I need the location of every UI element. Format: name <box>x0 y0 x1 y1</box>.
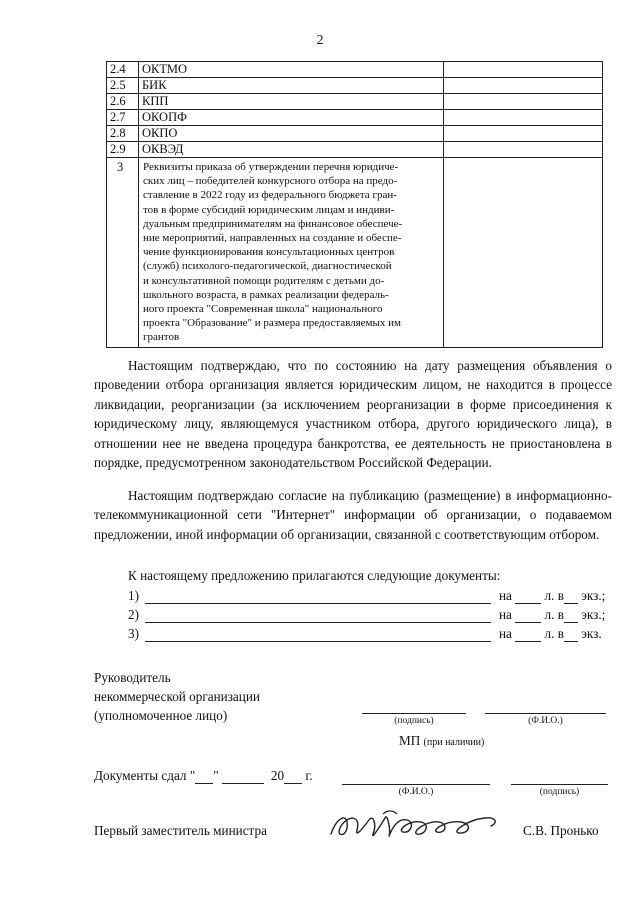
docs-fio-line <box>342 784 490 785</box>
row-number: 2.4 <box>107 62 139 78</box>
attachment-number: 2) <box>128 607 139 622</box>
docs-signature-line <box>511 784 608 785</box>
row-name: БИК <box>139 78 444 94</box>
value-cell <box>444 142 603 158</box>
value-cell <box>444 62 603 78</box>
na-label: на <box>499 626 512 641</box>
row-name: ОКВЭД <box>139 142 444 158</box>
decree-text-line: Реквизиты приказа об утверждении перечня юридиче- <box>143 161 399 173</box>
requisites-table <box>106 61 603 348</box>
attachments-intro: К настоящему предложению прилагаются следующие документы: <box>128 568 501 583</box>
docs-year: 20 <box>270 768 285 783</box>
attachment-number: 1) <box>128 588 139 603</box>
attachment-item <box>128 626 612 646</box>
decree-text-line: ставление в 2022 году из федерального бюджета гран- <box>143 189 397 202</box>
confirmation-paragraph: Настоящим подтверждаю, что по состоянию на дату размещения объявления о проведении отбора организация является юридическим лицом, не находится в процессе ликвидации, реорганизации (за исключением реорганизации в форме присоединения к юридическому лицу, являющемуся участником отбора, другого юридического лица), в отношении нее не введена процедура банкротства, ее деятельность не приостановлена в порядке, предусмотренном законодательством Российской Федерации. <box>94 358 612 471</box>
mp-note: (при наличии) <box>423 737 485 748</box>
decree-text-line: чение функционирования консультационных центров <box>143 246 395 259</box>
head-fio-caption: (Ф.И.О.) <box>528 716 563 726</box>
head-title-line3: (уполномоченное лицо) <box>94 708 228 723</box>
value-cell <box>444 110 603 126</box>
attachment-pages <box>499 588 605 604</box>
decree-text-line: ских лиц – победителей конкурсного отбора на предо- <box>143 175 398 188</box>
decree-text-line: (служб) психолого-педагогической, диагностической <box>143 260 392 273</box>
docs-quote: " <box>213 768 219 783</box>
head-signatory-block <box>94 668 260 725</box>
decree-text-line: школьного возраста, в рамках реализации федераль- <box>143 288 389 301</box>
row-number: 3 <box>107 158 139 348</box>
year-blank[interactable] <box>284 769 302 784</box>
seal-placeholder <box>399 733 484 749</box>
copies-blank[interactable] <box>564 627 578 642</box>
decree-text-line: дуальным предпринимателям на финансовое обеспече- <box>143 217 403 230</box>
head-title-line2: некоммерческой организации <box>94 689 260 704</box>
table-row <box>107 110 603 126</box>
copies-label: экз.; <box>581 588 606 603</box>
minister-title: Первый заместитель министра <box>94 823 267 838</box>
docs-prefix: Документы сдал " <box>94 768 196 783</box>
row-number: 2.7 <box>107 110 139 126</box>
minister-name: С.В. Пронько <box>523 823 599 838</box>
row-name: ОКТМО <box>139 62 444 78</box>
na-label: на <box>499 607 512 622</box>
sheets-label: л. в <box>544 607 564 622</box>
decree-text-line: проекта "Образование" и размера предоставляемых им <box>143 317 402 330</box>
table-row <box>107 62 603 78</box>
table-row <box>107 142 603 158</box>
decree-text-line: тов в форме субсидий юридическим лицам и индиви- <box>143 203 395 216</box>
pages-blank[interactable] <box>515 589 541 604</box>
decree-text-line: ние мероприятий, направленных на создание и обеспе- <box>143 232 402 245</box>
head-title-line1: Руководитель <box>94 670 171 685</box>
attachment-item <box>128 588 612 608</box>
attachment-item <box>128 607 612 627</box>
copies-blank[interactable] <box>564 608 578 623</box>
copies-label: экз.; <box>581 607 606 622</box>
day-blank[interactable] <box>195 769 213 784</box>
consent-paragraph: Настоящим подтверждаю согласие на публикацию (размещение) в информационно-телекоммуникационной сети "Интернет" информации об организации, о подаваемом предложении, иной информации об организации, связанной с соответствующим отбором. <box>94 488 612 542</box>
docs-suffix: г. <box>305 768 313 783</box>
value-cell <box>444 78 603 94</box>
row-number: 2.5 <box>107 78 139 94</box>
attachment-name-blank[interactable] <box>145 603 491 604</box>
page-number: 2 <box>316 33 324 48</box>
docs-sign-caption: (подпись) <box>539 787 580 797</box>
decree-text-line: грантов <box>143 331 180 344</box>
pages-blank[interactable] <box>515 608 541 623</box>
mp-label: МП <box>399 733 421 748</box>
head-sign-caption: (подпись) <box>394 716 434 726</box>
value-cell <box>444 94 603 110</box>
attachment-name-blank[interactable] <box>145 622 491 623</box>
decree-text-line: и консультативной помощи родителям с детьми до- <box>143 274 385 287</box>
decree-text-line: ного проекта "Современная школа" национального <box>143 303 383 316</box>
decree-requisites-text <box>139 158 444 348</box>
copies-blank[interactable] <box>564 589 578 604</box>
sheets-label: л. в <box>544 626 564 641</box>
value-cell <box>444 158 603 348</box>
row-number: 2.6 <box>107 94 139 110</box>
head-fio-line <box>485 713 606 714</box>
attachment-pages <box>499 607 605 623</box>
table-row-decree <box>107 158 603 348</box>
row-number: 2.9 <box>107 142 139 158</box>
value-cell <box>444 126 603 142</box>
pages-blank[interactable] <box>515 627 541 642</box>
copies-label: экз. <box>581 626 602 641</box>
sheets-label: л. в <box>544 588 564 603</box>
month-blank[interactable] <box>222 769 264 784</box>
handwritten-signature <box>327 806 503 844</box>
docs-fio-caption: (Ф.И.О.) <box>398 787 434 797</box>
row-name: ОКПО <box>139 126 444 142</box>
table-row <box>107 94 603 110</box>
table-row <box>107 126 603 142</box>
attachment-name-blank[interactable] <box>145 641 491 642</box>
row-number: 2.8 <box>107 126 139 142</box>
attachment-number: 3) <box>128 626 139 641</box>
documents-submitted-line <box>94 768 313 784</box>
head-signature-line <box>362 713 466 714</box>
row-name: ОКОПФ <box>139 110 444 126</box>
row-name: КПП <box>139 94 444 110</box>
table-row <box>107 78 603 94</box>
na-label: на <box>499 588 512 603</box>
attachment-pages <box>499 626 602 642</box>
